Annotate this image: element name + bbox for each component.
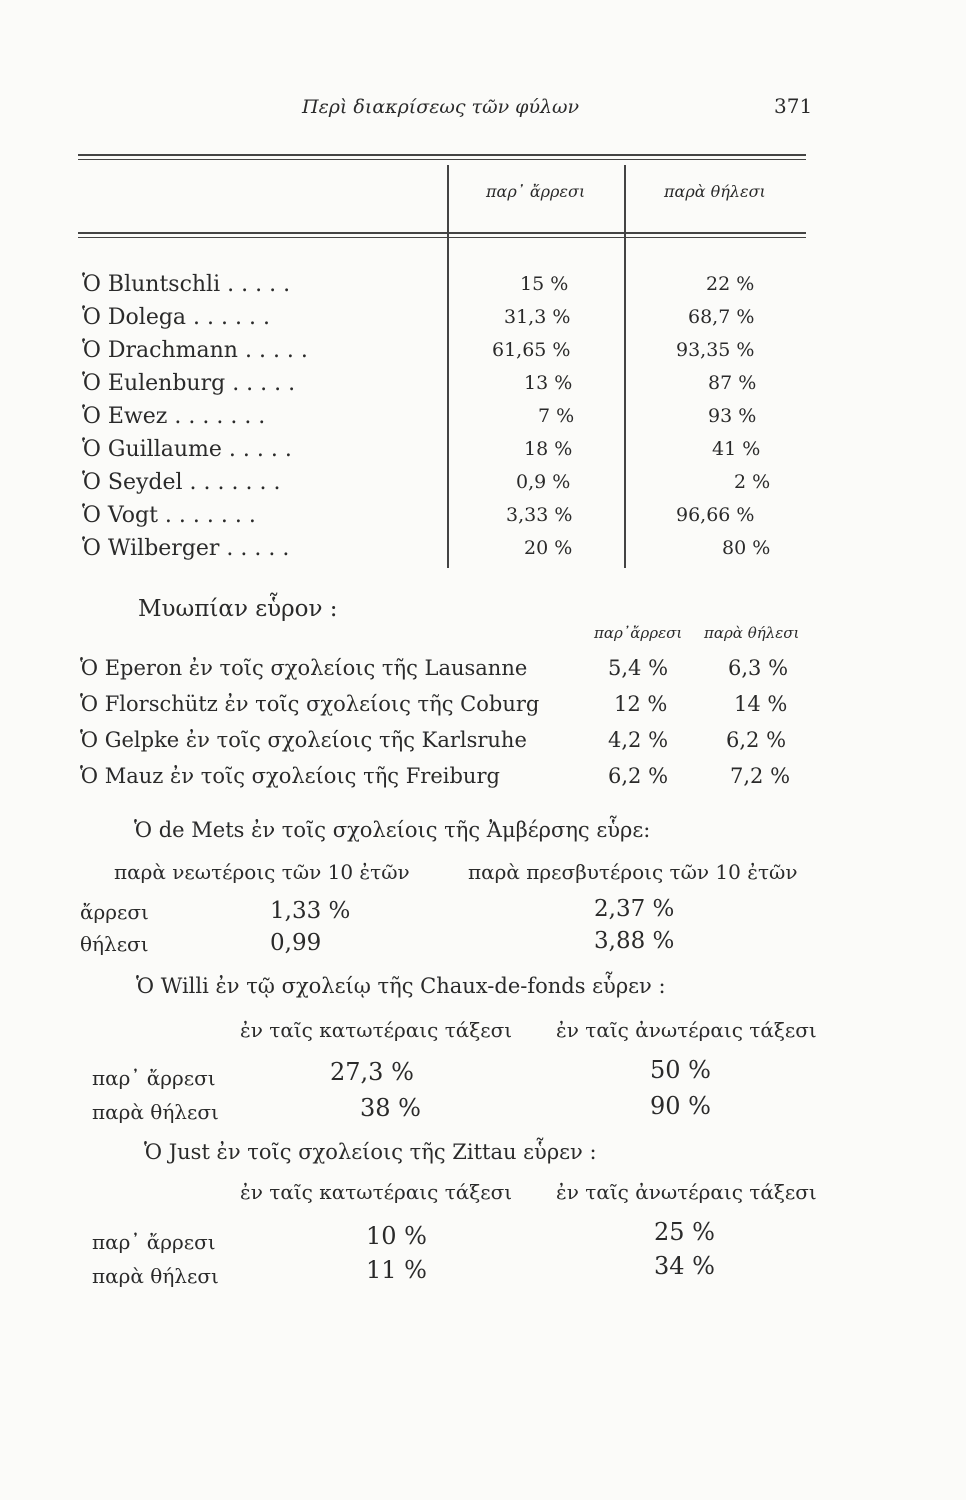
willi-row-upper: 90 %: [650, 1092, 711, 1120]
table-row-male: 0,9 %: [516, 471, 571, 493]
just-row-upper: 34 %: [654, 1252, 715, 1280]
just-row-upper: 25 %: [654, 1218, 715, 1246]
table-row-female: 80 %: [722, 537, 771, 559]
table-row-male: 7 %: [538, 405, 575, 427]
willi-row-label: παρὰ θήλεσι: [92, 1100, 219, 1124]
myopia-row-female: 6,2 %: [726, 728, 787, 752]
de-mets-intro: Ὁ de Mets ἐν τοῖς σχολείοις τῆς Ἀμβέρσης εὗρε:: [134, 818, 651, 842]
table-top-rule: [78, 154, 806, 156]
table-row-female: 68,7 %: [688, 306, 755, 328]
table-row-female: 93 %: [708, 405, 757, 427]
myopia-row-text: Ὁ Florschütz ἐν τοῖς σχολείοις τῆς Coburg: [80, 692, 540, 716]
willi-row-upper: 50 %: [650, 1056, 711, 1084]
willi-row-label: παρ᾽ ἄρρεσι: [92, 1066, 216, 1090]
myopia-row-female: 6,3 %: [728, 656, 789, 680]
willi-intro: Ὁ Willi ἐν τῷ σχολείῳ τῆς Chaux-de-fonds εὗρεν :: [136, 974, 666, 998]
de-mets-row-label: ἄρρεσι: [80, 900, 149, 924]
just-row-lower: 11 %: [366, 1256, 427, 1284]
just-col-header-upper: ἐν ταῖς ἀνωτέραις τάξεσι: [556, 1180, 817, 1204]
de-mets-row-label: θήλεσι: [80, 932, 149, 956]
table-col-divider-1: [447, 165, 449, 568]
page-number: 371: [774, 94, 813, 118]
myopia-row-text: Ὁ Gelpke ἐν τοῖς σχολείοις τῆς Karlsruhe: [80, 728, 527, 752]
just-row-label: παρ᾽ ἄρρεσι: [92, 1230, 216, 1254]
myopia-row-female: 7,2 %: [730, 764, 791, 788]
table-row-female: 87 %: [708, 372, 757, 394]
just-intro: Ὁ Just ἐν τοῖς σχολείοις τῆς Zittau εὗρεν :: [144, 1140, 597, 1164]
col-header-female: παρὰ θήλεσι: [664, 182, 766, 201]
myopia-row-text: Ὁ Eperon ἐν τοῖς σχολείοις τῆς Lausanne: [80, 656, 528, 680]
table-row-name: Ὁ Ewez . . . . . . .: [82, 404, 266, 429]
de-mets-col-header-young: παρὰ νεωτέροις τῶν 10 ἐτῶν: [114, 860, 410, 884]
running-header-title: Περὶ διακρίσεως τῶν φύλων: [302, 96, 580, 118]
table-top-rule-thin: [78, 159, 806, 160]
table-row-male: 3,33 %: [506, 504, 573, 526]
table-row-female: 22 %: [706, 273, 755, 295]
table-row-name: Ὁ Drachmann . . . . .: [82, 338, 308, 363]
willi-col-header-upper: ἐν ταῖς ἀνωτέραις τάξεσι: [556, 1018, 817, 1042]
just-row-lower: 10 %: [366, 1222, 427, 1250]
table-row-name: Ὁ Vogt . . . . . . .: [82, 503, 256, 528]
willi-row-lower: 38 %: [360, 1094, 421, 1122]
table-row-female: 41 %: [712, 438, 761, 460]
table-row-male: 15 %: [520, 273, 569, 295]
table-row-name: Ὁ Eulenburg . . . . .: [82, 371, 296, 396]
de-mets-row-young: 0,99: [270, 930, 322, 956]
myopia-row-male: 6,2 %: [608, 764, 669, 788]
table-row-name: Ὁ Wilberger . . . . .: [82, 536, 290, 561]
table-row-female: 2 %: [734, 471, 771, 493]
myopia-row-male: 12 %: [614, 692, 668, 716]
table-row-name: Ὁ Dolega . . . . . .: [82, 305, 270, 330]
myopia-row-female: 14 %: [734, 692, 788, 716]
de-mets-row-old: 3,88 %: [594, 928, 675, 954]
just-row-label: παρὰ θήλεσι: [92, 1264, 219, 1288]
myopia-row-text: Ὁ Mauz ἐν τοῖς σχολείοις τῆς Freiburg: [80, 764, 500, 788]
table-row-female: 96,66 %: [676, 504, 755, 526]
table-row-male: 13 %: [524, 372, 573, 394]
table-row-male: 20 %: [524, 537, 573, 559]
col-header-male: παρ᾽ ἄρρεσι: [486, 182, 586, 201]
de-mets-row-old: 2,37 %: [594, 896, 675, 922]
table-header-rule-thin: [78, 237, 806, 238]
willi-col-header-lower: ἐν ταῖς κατωτέραις τάξεσι: [240, 1018, 513, 1042]
de-mets-col-header-old: παρὰ πρεσβυτέροις τῶν 10 ἐτῶν: [468, 860, 798, 884]
table-row-name: Ὁ Guillaume . . . . .: [82, 437, 292, 462]
myopia-row-male: 4,2 %: [608, 728, 669, 752]
myopia-col-header-female: παρὰ θήλεσι: [704, 624, 800, 642]
table-row-male: 18 %: [524, 438, 573, 460]
table-row-name: Ὁ Seydel . . . . . . .: [82, 470, 281, 495]
table-col-divider-2: [624, 165, 626, 568]
de-mets-row-young: 1,33 %: [270, 898, 351, 924]
table-row-female: 93,35 %: [676, 339, 755, 361]
table-row-name: Ὁ Bluntschli . . . . .: [82, 272, 291, 297]
myopia-heading: Μυωπίαν εὗρον :: [138, 596, 338, 622]
table-row-male: 31,3 %: [504, 306, 571, 328]
myopia-col-header-male: παρ᾽ἄρρεσι: [594, 624, 683, 642]
table-header-rule: [78, 232, 806, 234]
table-row-male: 61,65 %: [492, 339, 571, 361]
just-col-header-lower: ἐν ταῖς κατωτέραις τάξεσι: [240, 1180, 513, 1204]
willi-row-lower: 27,3 %: [330, 1058, 414, 1086]
myopia-row-male: 5,4 %: [608, 656, 669, 680]
